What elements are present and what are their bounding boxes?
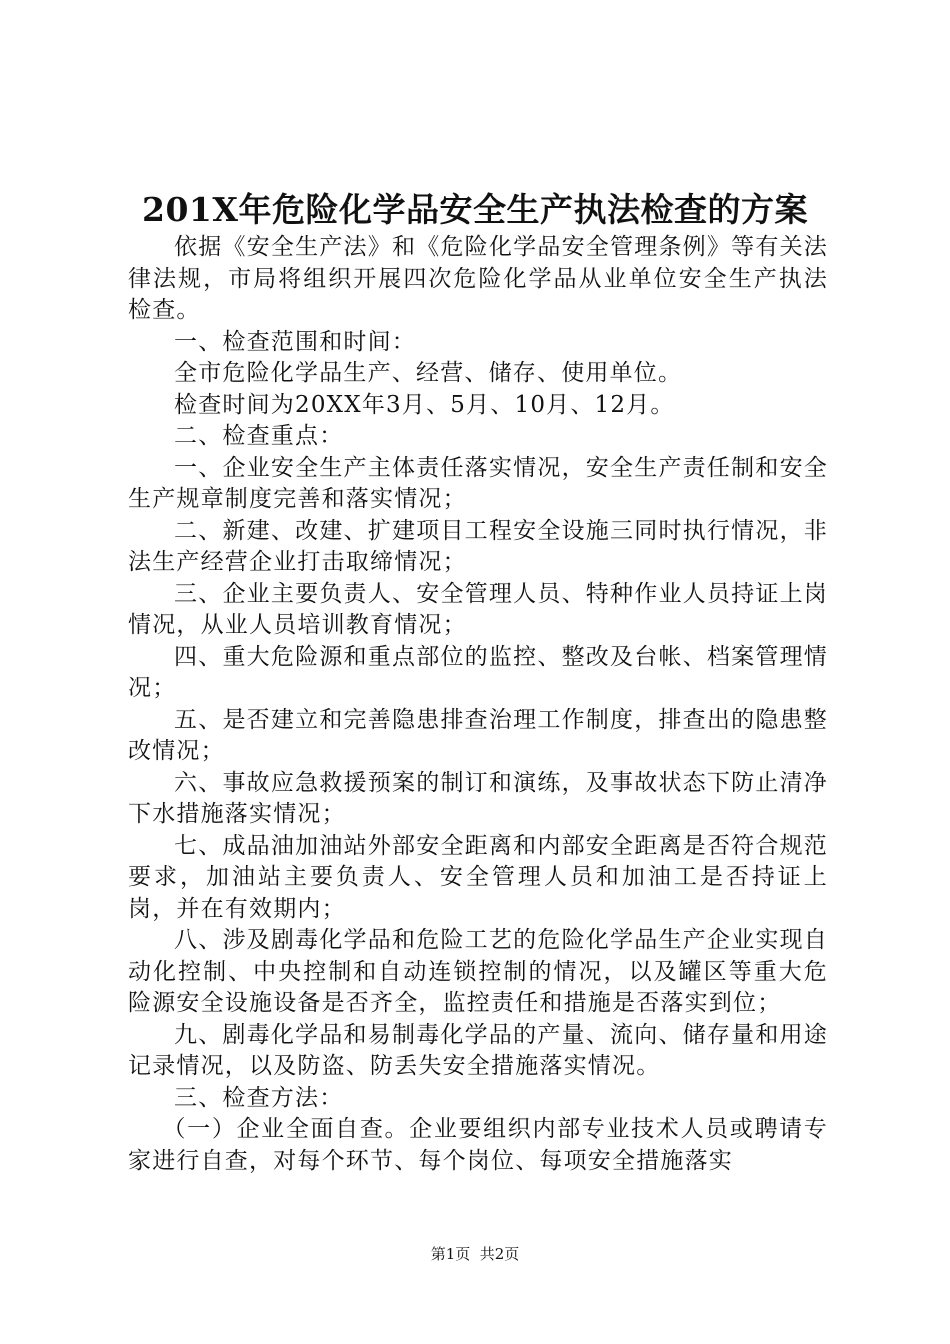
body-paragraph-scope: 全市危险化学品生产、经营、储存、使用单位。 xyxy=(174,360,683,386)
body-paragraph-time: 检查时间为20XX年3月、5月、10月、12月。 xyxy=(174,391,675,418)
method-item-1: （一）企业全面自查。企业要组织内部专业技术人员或聘请专家进行自查，对每个环节、每个岗位、每项安全措施落实 xyxy=(128,1116,828,1174)
focus-item-3: 三、企业主要负责人、安全管理人员、特种作业人员持证上岗情况，从业人员培训教育情况； xyxy=(128,580,828,638)
section-heading-scope: 一、检查范围和时间： xyxy=(174,328,416,355)
document-body xyxy=(128,232,828,1177)
body-paragraph-intro: 依据《安全生产法》和《危险化学品安全管理条例》等有关法律法规，市局将组织开展四次危险化学品从业单位安全生产执法检查。 xyxy=(128,234,828,323)
section-heading-focus: 二、检查重点： xyxy=(174,423,344,449)
focus-item-5: 五、是否建立和完善隐患排查治理工作制度，排查出的隐患整改情况； xyxy=(128,706,828,764)
document-title: 201X年危险化学品安全生产执法检查的方案 xyxy=(142,190,808,229)
section-heading-method: 三、检查方法： xyxy=(174,1084,344,1111)
focus-item-4: 四、重大危险源和重点部位的监控、整改及台帐、档案管理情况； xyxy=(128,643,828,701)
focus-item-6: 六、事故应急救援预案的制订和演练，及事故状态下防止清净下水措施落实情况； xyxy=(128,769,828,827)
focus-item-9: 九、剧毒化学品和易制毒化学品的产量、流向、储存量和用途记录情况，以及防盗、防丢失安全措施落实情况。 xyxy=(128,1021,828,1079)
page-number-footer: 第1页 共2页 xyxy=(430,1245,520,1263)
focus-item-1: 一、企业安全生产主体责任落实情况，安全生产责任制和安全生产规章制度完善和落实情况； xyxy=(128,454,828,512)
focus-item-2: 二、新建、改建、扩建项目工程安全设施三同时执行情况，非法生产经营企业打击取缔情况； xyxy=(128,517,828,575)
focus-item-8: 八、涉及剧毒化学品和危险工艺的危险化学品生产企业实现自动化控制、中央控制和自动连锁控制的情况，以及罐区等重大危险源安全设施设备是否齐全，监控责任和措施是否落实到位； xyxy=(128,927,828,1016)
focus-item-7: 七、成品油加油站外部安全距离和内部安全距离是否符合规范要求，加油站主要负责人、安全管理人员和加油工是否持证上岗，并在有效期内； xyxy=(128,832,828,922)
